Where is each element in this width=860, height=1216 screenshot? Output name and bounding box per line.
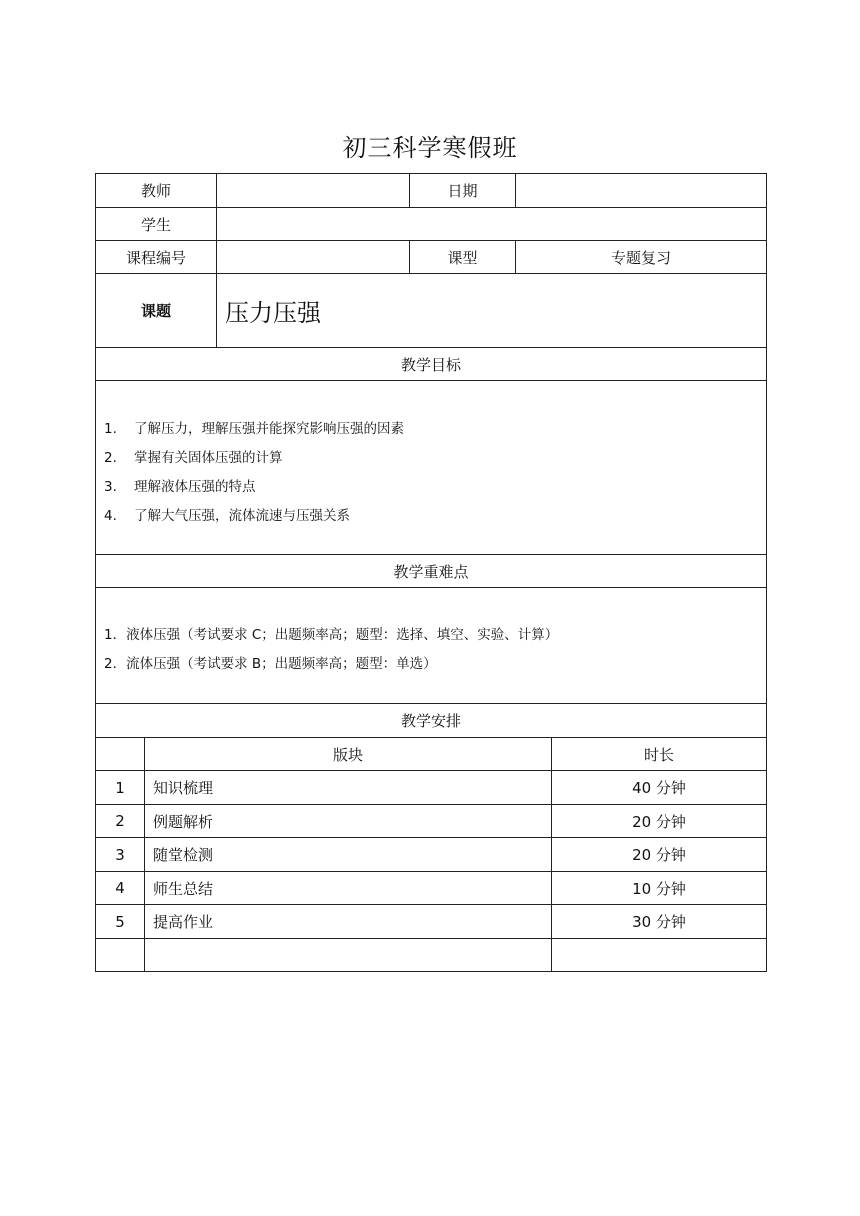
list-item	[104, 502, 758, 531]
list-number: 4.	[104, 508, 117, 524]
table-row	[96, 838, 767, 872]
table-row	[96, 939, 767, 972]
date-field[interactable]	[516, 174, 767, 208]
course-type-value: 专题复习	[516, 241, 767, 274]
teacher-field[interactable]	[217, 174, 410, 208]
list-item	[104, 444, 758, 473]
row-index: 4	[96, 872, 145, 905]
objective-text: 了解大气压强，流体流速与压强关系	[134, 508, 350, 524]
lesson-plan-table	[95, 173, 767, 972]
table-row	[96, 872, 767, 905]
key-point-text: 流体压强（考试要求 B；出题频率高；题型：单选）	[126, 656, 437, 672]
topic-value: 压力压强	[217, 274, 767, 348]
objective-text: 了解压力，理解压强并能探究影响压强的因素	[134, 421, 404, 437]
row-index: 2	[96, 805, 145, 838]
row-duration: 10 分钟	[552, 872, 767, 905]
objective-text: 掌握有关固体压强的计算	[134, 450, 283, 466]
key-points-heading: 教学重难点	[96, 555, 767, 588]
table-row	[96, 771, 767, 805]
row-module	[145, 939, 552, 972]
row-index: 3	[96, 838, 145, 872]
row-module: 提高作业	[145, 905, 552, 939]
page-title: 初三科学寒假班	[342, 134, 518, 162]
row-duration: 40 分钟	[552, 771, 767, 805]
row-module: 师生总结	[145, 872, 552, 905]
course-code-field[interactable]	[217, 241, 410, 274]
row-index: 1	[96, 771, 145, 805]
teacher-label: 教师	[96, 174, 217, 208]
schedule-index-header	[96, 738, 145, 771]
row-module: 知识梳理	[145, 771, 552, 805]
key-points-list	[96, 588, 767, 704]
list-item	[104, 415, 758, 444]
row-duration: 20 分钟	[552, 838, 767, 872]
course-code-label: 课程编号	[96, 241, 217, 274]
list-item	[104, 650, 758, 679]
table-row	[96, 805, 767, 838]
objective-text: 理解液体压强的特点	[134, 479, 256, 495]
list-number: 3.	[104, 479, 117, 495]
row-duration: 30 分钟	[552, 905, 767, 939]
objectives-heading: 教学目标	[96, 348, 767, 381]
list-item	[104, 473, 758, 502]
row-index	[96, 939, 145, 972]
key-point-text: 液体压强（考试要求 C；出题频率高；题型：选择、填空、实验、计算）	[126, 627, 559, 643]
row-module: 随堂检测	[145, 838, 552, 872]
topic-label: 课题	[96, 274, 217, 348]
schedule-heading: 教学安排	[96, 704, 767, 738]
list-item	[104, 621, 758, 650]
row-duration	[552, 939, 767, 972]
list-number: 2.	[104, 450, 117, 466]
list-number: 2．	[104, 656, 127, 672]
objectives-list	[96, 381, 767, 555]
table-row	[96, 905, 767, 939]
schedule-duration-header: 时长	[552, 738, 767, 771]
row-duration: 20 分钟	[552, 805, 767, 838]
row-index: 5	[96, 905, 145, 939]
student-field[interactable]	[217, 208, 767, 241]
list-number: 1.	[104, 421, 117, 437]
course-type-label: 课型	[410, 241, 516, 274]
row-module: 例题解析	[145, 805, 552, 838]
schedule-module-header: 版块	[145, 738, 552, 771]
list-number: 1．	[104, 627, 127, 643]
student-label: 学生	[96, 208, 217, 241]
date-label: 日期	[410, 174, 516, 208]
